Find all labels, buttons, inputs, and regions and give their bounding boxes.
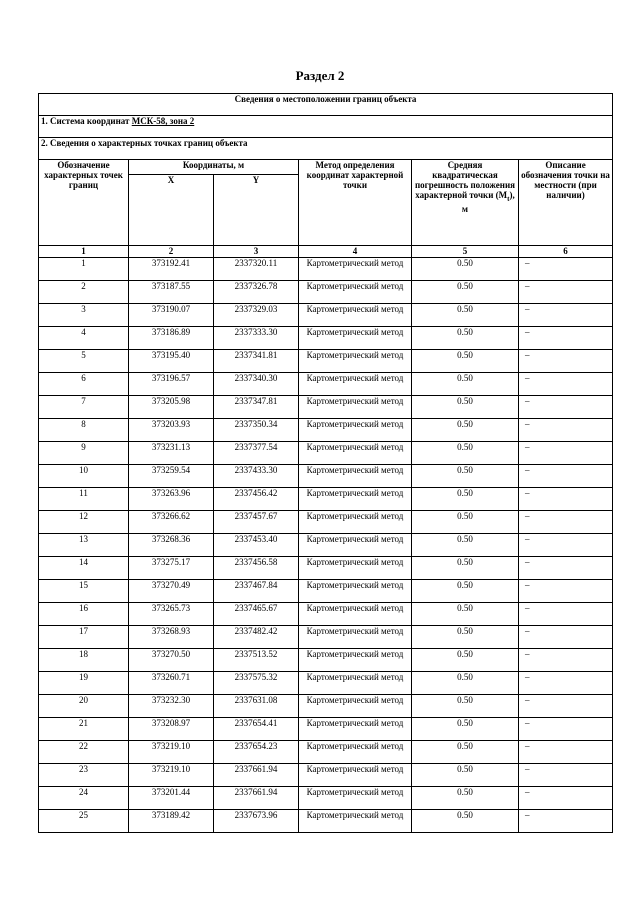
y-coordinate-cell: 2337456.58 <box>214 557 299 580</box>
accuracy-cell: 0.50 <box>412 488 519 511</box>
coord-system-value: МСК-58, зона 2 <box>131 116 195 126</box>
description-cell: – <box>519 488 613 511</box>
accuracy-cell: 0.50 <box>412 304 519 327</box>
accuracy-cell: 0.50 <box>412 580 519 603</box>
point-number-cell: 21 <box>39 718 129 741</box>
x-coordinate-cell: 373265.73 <box>129 603 214 626</box>
y-coordinate-cell: 2337326.78 <box>214 281 299 304</box>
y-coordinate-cell: 2337631.08 <box>214 695 299 718</box>
point-number-cell: 15 <box>39 580 129 603</box>
method-cell: Картометрический метод <box>299 649 412 672</box>
method-cell: Картометрический метод <box>299 764 412 787</box>
col-number: 2 <box>129 246 214 258</box>
y-coordinate-cell: 2337377.54 <box>214 442 299 465</box>
accuracy-cell: 0.50 <box>412 396 519 419</box>
description-cell: – <box>519 764 613 787</box>
accuracy-cell: 0.50 <box>412 695 519 718</box>
y-coordinate-cell: 2337513.52 <box>214 649 299 672</box>
method-cell: Картометрический метод <box>299 810 412 833</box>
method-cell: Картометрический метод <box>299 465 412 488</box>
x-coordinate-cell: 373187.55 <box>129 281 214 304</box>
description-cell: – <box>519 511 613 534</box>
description-cell: – <box>519 465 613 488</box>
accuracy-cell: 0.50 <box>412 419 519 442</box>
point-number-cell: 8 <box>39 419 129 442</box>
table-row <box>39 764 613 787</box>
table-row <box>39 281 613 304</box>
y-coordinate-cell: 2337467.84 <box>214 580 299 603</box>
x-coordinate-cell: 373263.96 <box>129 488 214 511</box>
page-title: Раздел 2 <box>295 68 345 83</box>
x-coordinate-cell: 373275.17 <box>129 557 214 580</box>
x-coordinate-cell: 373268.36 <box>129 534 214 557</box>
header-coords: Координаты, м <box>129 160 299 175</box>
section-title: Сведения о местоположении границ объекта <box>39 94 613 116</box>
table-row <box>39 580 613 603</box>
y-coordinate-cell: 2337350.34 <box>214 419 299 442</box>
accuracy-cell: 0.50 <box>412 281 519 304</box>
method-cell: Картометрический метод <box>299 373 412 396</box>
point-number-cell: 14 <box>39 557 129 580</box>
description-cell: – <box>519 373 613 396</box>
description-cell: – <box>519 695 613 718</box>
accuracy-cell: 0.50 <box>412 741 519 764</box>
point-number-cell: 1 <box>39 258 129 281</box>
y-coordinate-cell: 2337433.30 <box>214 465 299 488</box>
point-number-cell: 16 <box>39 603 129 626</box>
col-number: 6 <box>519 246 613 258</box>
table-row <box>39 810 613 833</box>
method-cell: Картометрический метод <box>299 718 412 741</box>
method-cell: Картометрический метод <box>299 396 412 419</box>
point-number-cell: 7 <box>39 396 129 419</box>
accuracy-cell: 0.50 <box>412 557 519 580</box>
accuracy-cell: 0.50 <box>412 350 519 373</box>
x-coordinate-cell: 373190.07 <box>129 304 214 327</box>
method-cell: Картометрический метод <box>299 695 412 718</box>
x-coordinate-cell: 373205.98 <box>129 396 214 419</box>
x-coordinate-cell: 373219.10 <box>129 764 214 787</box>
accuracy-cell: 0.50 <box>412 626 519 649</box>
accuracy-cell: 0.50 <box>412 465 519 488</box>
point-number-cell: 11 <box>39 488 129 511</box>
description-cell: – <box>519 810 613 833</box>
header-method: Метод определения координат характерной точки <box>299 160 412 246</box>
method-cell: Картометрический метод <box>299 787 412 810</box>
point-number-cell: 9 <box>39 442 129 465</box>
table-row <box>39 465 613 488</box>
point-number-cell: 10 <box>39 465 129 488</box>
accuracy-cell: 0.50 <box>412 718 519 741</box>
table-row <box>39 534 613 557</box>
description-cell: – <box>519 304 613 327</box>
x-coordinate-cell: 373203.93 <box>129 419 214 442</box>
y-coordinate-cell: 2337654.41 <box>214 718 299 741</box>
point-number-cell: 2 <box>39 281 129 304</box>
description-cell: – <box>519 649 613 672</box>
point-number-cell: 20 <box>39 695 129 718</box>
description-cell: – <box>519 741 613 764</box>
table-row <box>39 626 613 649</box>
y-coordinate-cell: 2337453.40 <box>214 534 299 557</box>
description-cell: – <box>519 534 613 557</box>
x-coordinate-cell: 373231.13 <box>129 442 214 465</box>
col-number: 5 <box>412 246 519 258</box>
y-coordinate-cell: 2337661.94 <box>214 787 299 810</box>
method-cell: Картометрический метод <box>299 442 412 465</box>
point-number-cell: 3 <box>39 304 129 327</box>
method-cell: Картометрический метод <box>299 672 412 695</box>
description-cell: – <box>519 396 613 419</box>
point-number-cell: 22 <box>39 741 129 764</box>
accuracy-cell: 0.50 <box>412 534 519 557</box>
table-row <box>39 488 613 511</box>
table-row <box>39 396 613 419</box>
x-coordinate-cell: 373268.93 <box>129 626 214 649</box>
description-cell: – <box>519 672 613 695</box>
description-cell: – <box>519 626 613 649</box>
point-number-cell: 23 <box>39 764 129 787</box>
x-coordinate-cell: 373232.30 <box>129 695 214 718</box>
description-cell: – <box>519 557 613 580</box>
accuracy-cell: 0.50 <box>412 327 519 350</box>
header-point: Обозначение характерных точек границ <box>39 160 129 246</box>
point-number-cell: 25 <box>39 810 129 833</box>
y-coordinate-cell: 2337457.67 <box>214 511 299 534</box>
point-number-cell: 13 <box>39 534 129 557</box>
coord-system-row <box>39 116 613 138</box>
table-row <box>39 672 613 695</box>
x-coordinate-cell: 373259.54 <box>129 465 214 488</box>
accuracy-cell: 0.50 <box>412 603 519 626</box>
x-coordinate-cell: 373219.10 <box>129 741 214 764</box>
x-coordinate-cell: 373266.62 <box>129 511 214 534</box>
table-row <box>39 442 613 465</box>
method-cell: Картометрический метод <box>299 511 412 534</box>
description-cell: – <box>519 787 613 810</box>
y-coordinate-cell: 2337482.42 <box>214 626 299 649</box>
header-y: Y <box>214 175 299 246</box>
x-coordinate-cell: 373186.89 <box>129 327 214 350</box>
y-coordinate-cell: 2337341.81 <box>214 350 299 373</box>
y-coordinate-cell: 2337654.23 <box>214 741 299 764</box>
x-coordinate-cell: 373260.71 <box>129 672 214 695</box>
table-row <box>39 718 613 741</box>
description-cell: – <box>519 442 613 465</box>
col-number: 3 <box>214 246 299 258</box>
x-coordinate-cell: 373195.40 <box>129 350 214 373</box>
table-row <box>39 787 613 810</box>
table-row <box>39 350 613 373</box>
accuracy-cell: 0.50 <box>412 258 519 281</box>
x-coordinate-cell: 373270.50 <box>129 649 214 672</box>
method-cell: Картометрический метод <box>299 327 412 350</box>
method-cell: Картометрический метод <box>299 350 412 373</box>
header-x: X <box>129 175 214 246</box>
y-coordinate-cell: 2337333.30 <box>214 327 299 350</box>
table-row <box>39 649 613 672</box>
accuracy-cell: 0.50 <box>412 649 519 672</box>
table-row <box>39 304 613 327</box>
y-coordinate-cell: 2337456.42 <box>214 488 299 511</box>
table-row <box>39 258 613 281</box>
description-cell: – <box>519 281 613 304</box>
method-cell: Картометрический метод <box>299 304 412 327</box>
table-row <box>39 327 613 350</box>
x-coordinate-cell: 373270.49 <box>129 580 214 603</box>
description-cell: – <box>519 603 613 626</box>
x-coordinate-cell: 373208.97 <box>129 718 214 741</box>
y-coordinate-cell: 2337347.81 <box>214 396 299 419</box>
method-cell: Картометрический метод <box>299 580 412 603</box>
method-cell: Картометрический метод <box>299 603 412 626</box>
accuracy-cell: 0.50 <box>412 787 519 810</box>
accuracy-cell: 0.50 <box>412 672 519 695</box>
table-row <box>39 695 613 718</box>
description-cell: – <box>519 258 613 281</box>
method-cell: Картометрический метод <box>299 741 412 764</box>
point-number-cell: 17 <box>39 626 129 649</box>
x-coordinate-cell: 373189.42 <box>129 810 214 833</box>
table-row <box>39 603 613 626</box>
table-row <box>39 373 613 396</box>
table-row <box>39 419 613 442</box>
y-coordinate-cell: 2337673.96 <box>214 810 299 833</box>
x-coordinate-cell: 373201.44 <box>129 787 214 810</box>
col-number: 1 <box>39 246 129 258</box>
point-number-cell: 12 <box>39 511 129 534</box>
boundary-points-table <box>38 93 613 833</box>
point-number-cell: 24 <box>39 787 129 810</box>
y-coordinate-cell: 2337661.94 <box>214 764 299 787</box>
description-cell: – <box>519 718 613 741</box>
method-cell: Картометрический метод <box>299 488 412 511</box>
method-cell: Картометрический метод <box>299 534 412 557</box>
header-description: Описание обозначения точки на местности (при наличии) <box>519 160 613 246</box>
y-coordinate-cell: 2337465.67 <box>214 603 299 626</box>
x-coordinate-cell: 373196.57 <box>129 373 214 396</box>
y-coordinate-cell: 2337329.03 <box>214 304 299 327</box>
description-cell: – <box>519 419 613 442</box>
y-coordinate-cell: 2337340.30 <box>214 373 299 396</box>
accuracy-cell: 0.50 <box>412 373 519 396</box>
method-cell: Картометрический метод <box>299 557 412 580</box>
x-coordinate-cell: 373192.41 <box>129 258 214 281</box>
points-section-title: 2. Сведения о характерных точках границ объекта <box>39 138 613 160</box>
point-number-cell: 19 <box>39 672 129 695</box>
description-cell: – <box>519 350 613 373</box>
point-number-cell: 5 <box>39 350 129 373</box>
point-number-cell: 6 <box>39 373 129 396</box>
accuracy-cell: 0.50 <box>412 442 519 465</box>
table-row <box>39 557 613 580</box>
header-accuracy: Средняя квадратическая погрешность положения характерной точки $(M_t)$, м <box>412 160 519 246</box>
table-row <box>39 741 613 764</box>
method-cell: Картометрический метод <box>299 281 412 304</box>
point-number-cell: 18 <box>39 649 129 672</box>
coord-system-label: 1. Система координат <box>41 116 132 126</box>
method-cell: Картометрический метод <box>299 258 412 281</box>
table-row <box>39 511 613 534</box>
y-coordinate-cell: 2337320.11 <box>214 258 299 281</box>
col-number: 4 <box>299 246 412 258</box>
method-cell: Картометрический метод <box>299 626 412 649</box>
accuracy-cell: 0.50 <box>412 511 519 534</box>
point-number-cell: 4 <box>39 327 129 350</box>
description-cell: – <box>519 580 613 603</box>
method-cell: Картометрический метод <box>299 419 412 442</box>
accuracy-cell: 0.50 <box>412 764 519 787</box>
y-coordinate-cell: 2337575.32 <box>214 672 299 695</box>
description-cell: – <box>519 327 613 350</box>
accuracy-cell: 0.50 <box>412 810 519 833</box>
